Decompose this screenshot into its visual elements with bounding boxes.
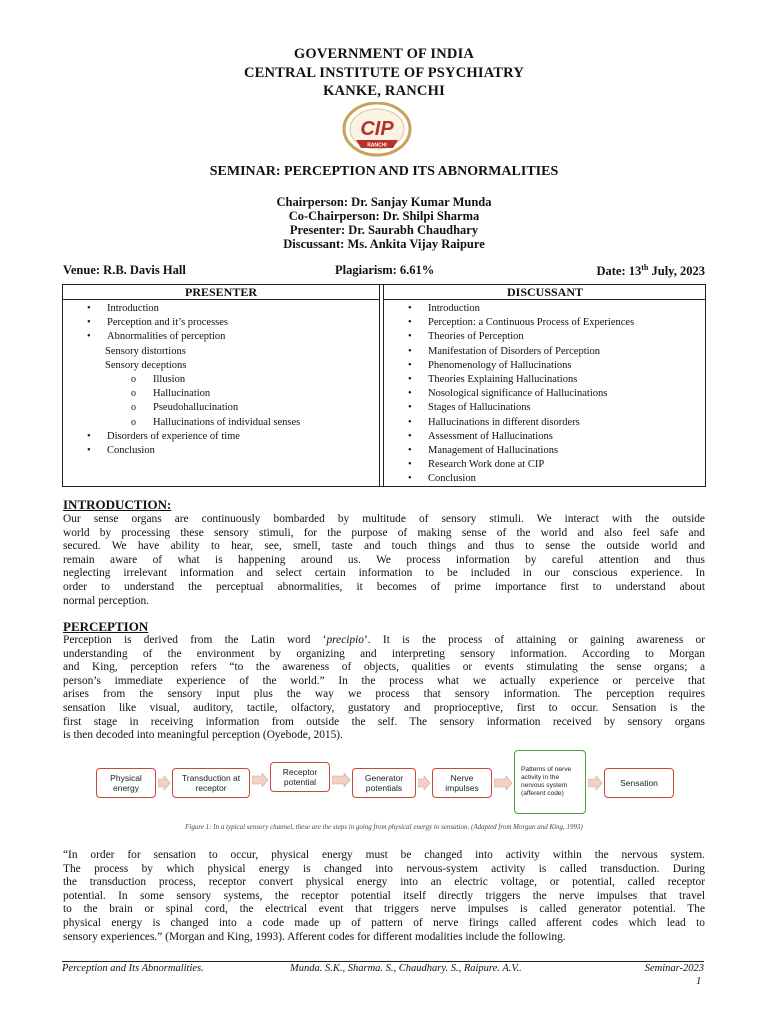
discussant-item: • Research Work done at CIP bbox=[384, 458, 706, 472]
quote-line: sensory experiences.” (Morgan and King, 1993). Afferent codes for different modalities include the following. bbox=[63, 930, 566, 943]
presenter-item: • Abnormalities of perception bbox=[63, 330, 379, 344]
presenter-item: • Introduction bbox=[63, 302, 379, 316]
sensation-box: Sensation bbox=[604, 768, 674, 798]
discussant-column bbox=[383, 285, 706, 486]
nerve-impulses-box: Nerve impulses bbox=[432, 768, 492, 798]
chairperson: Chairperson: Dr. Sanjay Kumar Munda bbox=[276, 195, 492, 209]
page-footer bbox=[62, 961, 704, 976]
meta-row bbox=[63, 263, 705, 279]
introduction-line: secured. We have ability to hear, see, smell, taste and touch things and thus to sense the outside world and bbox=[63, 540, 705, 553]
venue: Venue: R.B. Davis Hall bbox=[63, 263, 186, 277]
perception-line: arises from the sensory input plus the way we process that sensory information. The perception requires bbox=[63, 688, 705, 701]
discussant-item: • Perception: a Continuous Process of Experiences bbox=[384, 316, 706, 330]
presenter-column bbox=[63, 285, 380, 486]
quote-line: physical energy is changed into a code made up of pattern of nerve firings called afferent codes which lead to bbox=[63, 916, 705, 929]
presenter-item: o Pseudohallucination bbox=[63, 401, 379, 415]
perception-paragraph bbox=[63, 634, 705, 743]
footer-authors: Munda. S.K., Sharma. S., Chaudhary. S., Raipure. A.V.. bbox=[290, 963, 522, 974]
physical-energy-box: Physical energy bbox=[96, 768, 156, 798]
logo-text: CIP bbox=[360, 118, 394, 140]
presenter-item: o Hallucination bbox=[63, 387, 379, 401]
header-line-2: CENTRAL INSTITUTE OF PSYCHIATRY bbox=[243, 65, 525, 81]
flow-arrow bbox=[494, 776, 512, 790]
flow-arrow bbox=[332, 773, 350, 787]
sensory-flowchart bbox=[90, 746, 700, 818]
discussant-item: • Stages of Hallucinations bbox=[384, 401, 706, 415]
quote-paragraph bbox=[63, 849, 705, 944]
presenter-item: o Hallucinations of individual senses bbox=[63, 416, 379, 430]
flow-arrow bbox=[418, 776, 430, 790]
flow-arrow bbox=[158, 776, 170, 790]
introduction-line: order to understand the perceptual abnormalities, it becomes of prime importance first to understand about bbox=[63, 580, 705, 593]
quote-line: potential. In some sensory systems, the receptor potential itself directly triggers the nerve impulses that travel bbox=[63, 889, 705, 902]
transduction-box: Transduction at receptor bbox=[172, 768, 250, 798]
receptor-potential-box: Receptor potential bbox=[270, 762, 330, 792]
presenter-item: • Perception and it’s processes bbox=[63, 316, 379, 330]
introduction-heading: INTRODUCTION: bbox=[63, 497, 172, 512]
perception-line: and King, perception refers “to the awareness of objects, qualities or events stimulating the sense organs; a bbox=[63, 661, 705, 674]
discussant-item: • Introduction bbox=[384, 302, 706, 316]
perception-heading: PERCEPTION bbox=[63, 619, 149, 634]
footer-seminar: Seminar-2023 bbox=[644, 963, 704, 974]
header-line-3: KANKE, RANCHI bbox=[323, 83, 445, 99]
figure-caption: Figure 1: In a typical sensory channel, these are the steps in going from physical energy to sensation. (Adapted from Morgan and King, 1993) bbox=[185, 823, 583, 831]
introduction-line: Our sense organs are continuously bombarded by multitude of sensory stimuli. We interact with the outside bbox=[63, 513, 705, 525]
flow-arrow bbox=[588, 776, 602, 790]
discussant-heading: DISCUSSANT bbox=[384, 285, 706, 300]
discussant-item: • Manifestation of Disorders of Perception bbox=[384, 345, 706, 359]
introduction-line: neglecting irrelevant information and select certain information to be included in our conscious experience. In bbox=[63, 567, 705, 580]
perception-line: person’s immediate experience of the world.” In the process what we actually experience or perceive that bbox=[63, 674, 705, 687]
introduction-line: normal perception. bbox=[63, 594, 150, 607]
header-line-1: GOVERNMENT OF INDIA bbox=[293, 46, 475, 62]
perception-line: sensation like visual, auditory, tactile, olfactory, gustatory and proprioceptive, first to occur. Sensation is the bbox=[63, 701, 705, 714]
footer-title: Perception and Its Abnormalities. bbox=[62, 963, 204, 974]
seminar-title: SEMINAR: PERCEPTION AND ITS ABNORMALITIES bbox=[209, 164, 559, 179]
page-number: 1 bbox=[696, 976, 702, 987]
discussant-item: • Assessment of Hallucinations bbox=[384, 430, 706, 444]
perception-first-line: Perception is derived from the Latin word ‘precipio’. It is the process of attaining or gaining awareness or bbox=[63, 634, 705, 646]
presenter-heading: PRESENTER bbox=[63, 285, 379, 300]
introduction-line: world by processing these sensory stimuli, for the purpose of making sense of the world and also feel safe and bbox=[63, 526, 705, 539]
plagiarism: Plagiarism: 6.61% bbox=[335, 263, 435, 277]
discussant-item: • Hallucinations in different disorders bbox=[384, 416, 706, 430]
discussant-item: • Phenomenology of Hallucinations bbox=[384, 359, 706, 373]
discussant: Discussant: Ms. Ankita Vijay Raipure bbox=[283, 237, 485, 251]
quote-line: “In order for sensation to occur, physical energy must be changed into activity within the nervous system. bbox=[63, 849, 705, 861]
people-list bbox=[0, 195, 768, 251]
quote-line: The process by which physical energy is changed into nervous-system activity is called transduction. During bbox=[63, 862, 705, 875]
perception-line: first stage in receiving information from outside the self. The sensory information received by sensory organs bbox=[63, 715, 705, 728]
introduction-paragraph bbox=[63, 513, 705, 608]
perception-line: is then decoded into meaningful perception (Oyebode, 2015). bbox=[63, 729, 343, 742]
discussant-item: • Theories Explaining Hallucinations bbox=[384, 373, 706, 387]
discussant-item: • Conclusion bbox=[384, 472, 706, 486]
presenter-item: • Conclusion bbox=[63, 444, 379, 458]
presenter: Presenter: Dr. Saurabh Chaudhary bbox=[289, 223, 479, 237]
quote-line: the transduction process, receptor convert physical energy into an electric voltage, or potential, called receptor bbox=[63, 876, 705, 889]
discussant-item: • Management of Hallucinations bbox=[384, 444, 706, 458]
introduction-line: remain aware of what is happening around us. We process information by careful attention and thus bbox=[63, 553, 705, 566]
perception-line: understanding of the environment by organizing and interpreting sensory information. According to Morgan bbox=[63, 647, 705, 660]
discussant-item: • Nosological significance of Hallucinations bbox=[384, 387, 706, 401]
date: Date: 13th July, 2023 bbox=[596, 263, 705, 279]
logo-subtext: RANCHI bbox=[367, 142, 387, 149]
outline-table bbox=[62, 284, 706, 487]
presenter-item: Sensory deceptions bbox=[105, 359, 187, 371]
generator-potentials-box: Generator potentials bbox=[352, 768, 416, 798]
afferent-code-box: Patterns of nerve activity in the nervous system (afferent code) bbox=[514, 750, 586, 814]
discussant-items bbox=[384, 300, 706, 487]
presenter-item: • Disorders of experience of time bbox=[63, 430, 379, 444]
co-chairperson: Co-Chairperson: Dr. Shilpi Sharma bbox=[288, 209, 480, 223]
presenter-item: o Illusion bbox=[63, 373, 379, 387]
cip-logo bbox=[342, 102, 412, 158]
flow-arrow bbox=[252, 773, 268, 787]
quote-line: to the brain or spinal cord, the electrical event that triggers nerve impulses is called generator potential. The bbox=[63, 903, 705, 916]
discussant-item: • Theories of Perception bbox=[384, 330, 706, 344]
presenter-item: Sensory distortions bbox=[105, 345, 186, 357]
presenter-items bbox=[63, 300, 379, 458]
